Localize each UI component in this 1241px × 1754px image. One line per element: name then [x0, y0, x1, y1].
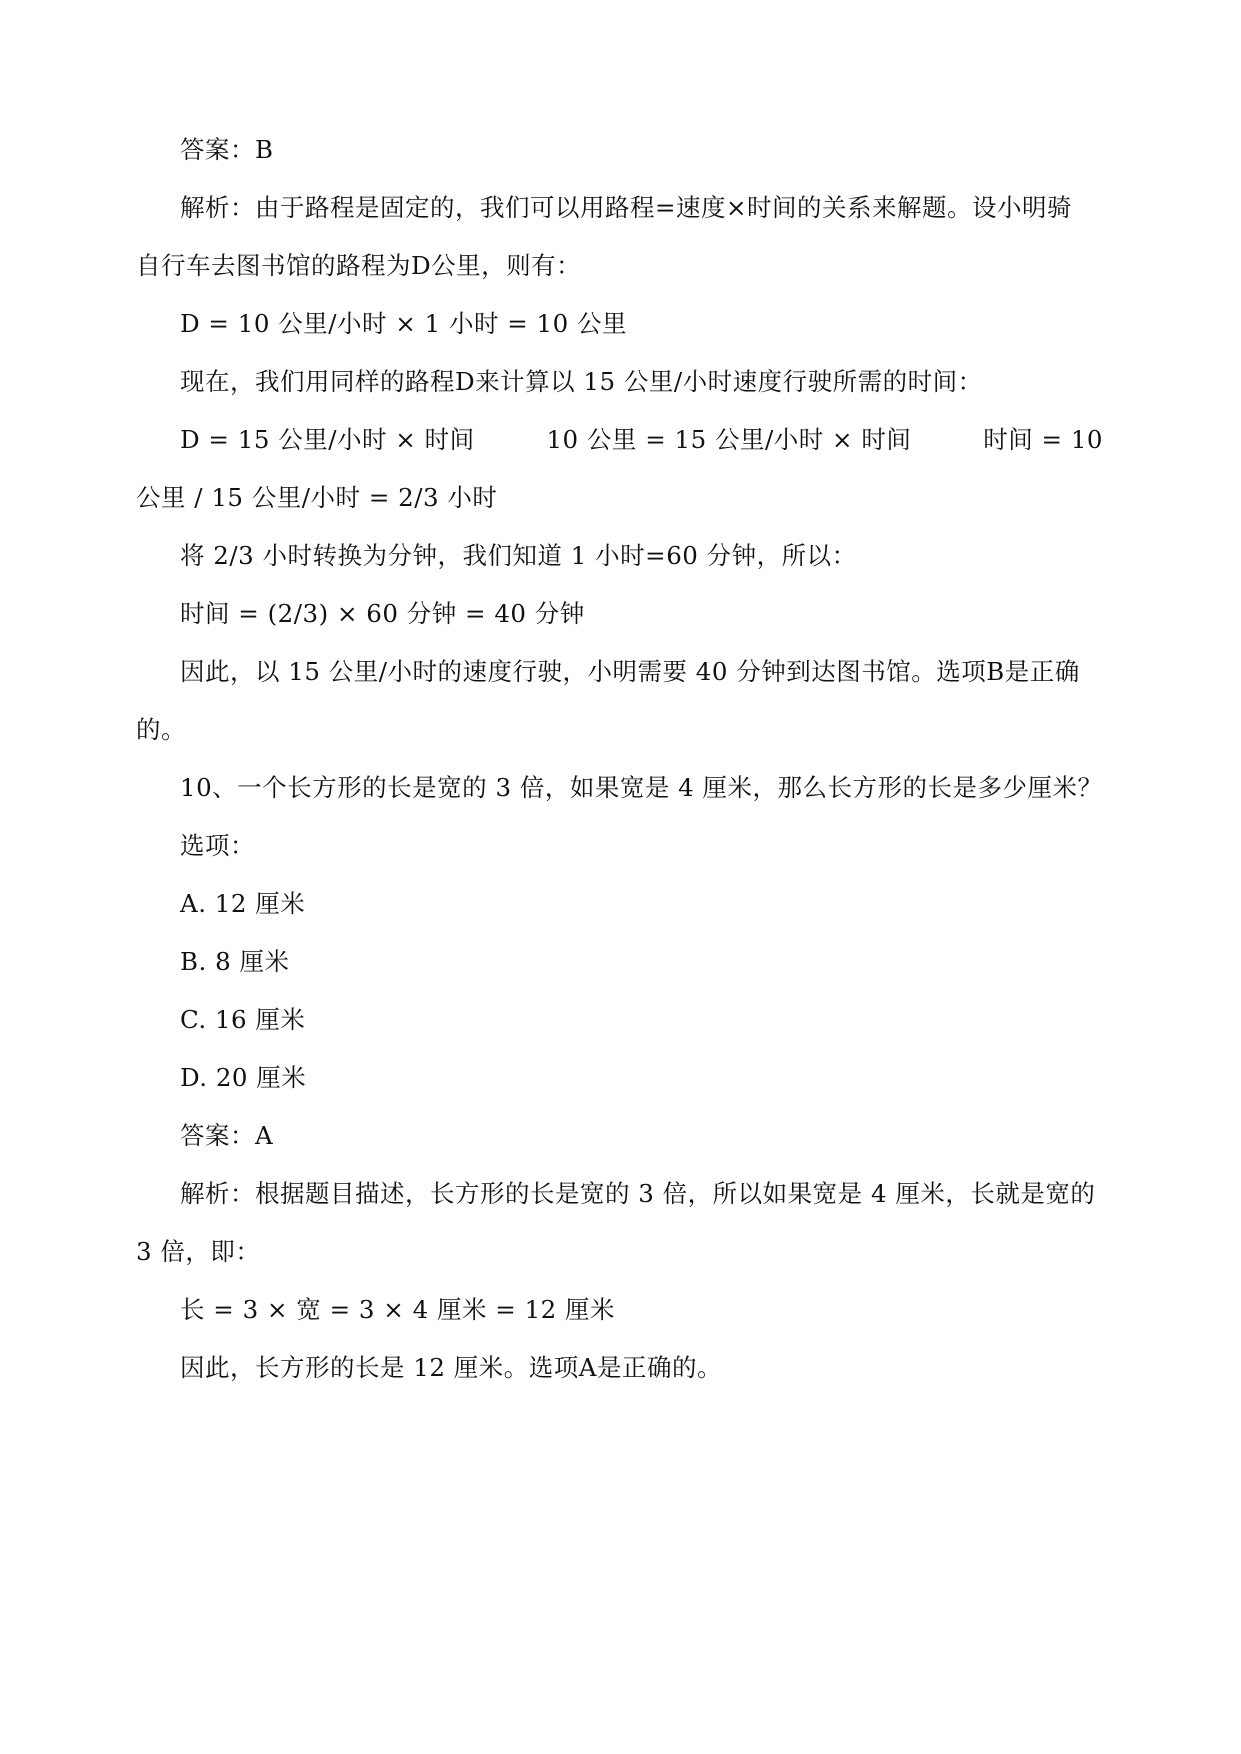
explanation-q10-line-2: 3 倍，即： — [136, 1237, 261, 1266]
options-label: 选项： — [180, 831, 255, 860]
time-equation-part-1: D = 15 公里/小时 × 时间 — [180, 425, 475, 454]
minutes-equation: 时间 = (2/3) × 60 分钟 = 40 分钟 — [180, 599, 585, 628]
explanation-q10-line-1: 解析：根据题目描述，长方形的长是宽的 3 倍，所以如果宽是 4 厘米，长就是宽的 — [180, 1179, 1096, 1208]
option-b: B. 8 厘米 — [180, 947, 290, 976]
explanation-line-3: 现在，我们用同样的路程D来计算以 15 公里/小时速度行驶所需的时间： — [180, 367, 983, 396]
time-equation-part-2: 10 公里 = 15 公里/小时 × 时间 — [546, 425, 912, 454]
conclusion-q10: 因此，长方形的长是 12 厘米。选项A是正确的。 — [180, 1353, 722, 1382]
time-equation-row — [180, 423, 1103, 457]
time-equation-continued: 公里 / 15 公里/小时 = 2/3 小时 — [136, 483, 498, 512]
length-equation: 长 = 3 × 宽 = 3 × 4 厘米 = 12 厘米 — [180, 1295, 616, 1324]
conclusion-line-2: 的。 — [136, 715, 186, 744]
explanation-line-2: 自行车去图书馆的路程为D公里，则有： — [136, 251, 582, 280]
explanation-line-1: 解析：由于路程是固定的，我们可以用路程=速度×时间的关系来解题。设小明骑 — [180, 193, 1073, 222]
option-c: C. 16 厘米 — [180, 1005, 306, 1034]
question-10: 10、一个长方形的长是宽的 3 倍，如果宽是 4 厘米，那么长方形的长是多少厘米？ — [180, 773, 1103, 802]
time-equation-part-3: 时间 = 10 — [983, 425, 1103, 454]
option-d: D. 20 厘米 — [180, 1063, 307, 1092]
answer-b: 答案：B — [180, 135, 274, 164]
answer-a: 答案：A — [180, 1121, 274, 1150]
distance-equation: D = 10 公里/小时 × 1 小时 = 10 公里 — [180, 309, 628, 338]
option-a: A. 12 厘米 — [180, 889, 306, 918]
conclusion-line-1: 因此，以 15 公里/小时的速度行驶，小明需要 40 分钟到达图书馆。选项B是正确 — [180, 657, 1080, 686]
conversion-line: 将 2/3 小时转换为分钟，我们知道 1 小时=60 分钟，所以： — [180, 541, 857, 570]
